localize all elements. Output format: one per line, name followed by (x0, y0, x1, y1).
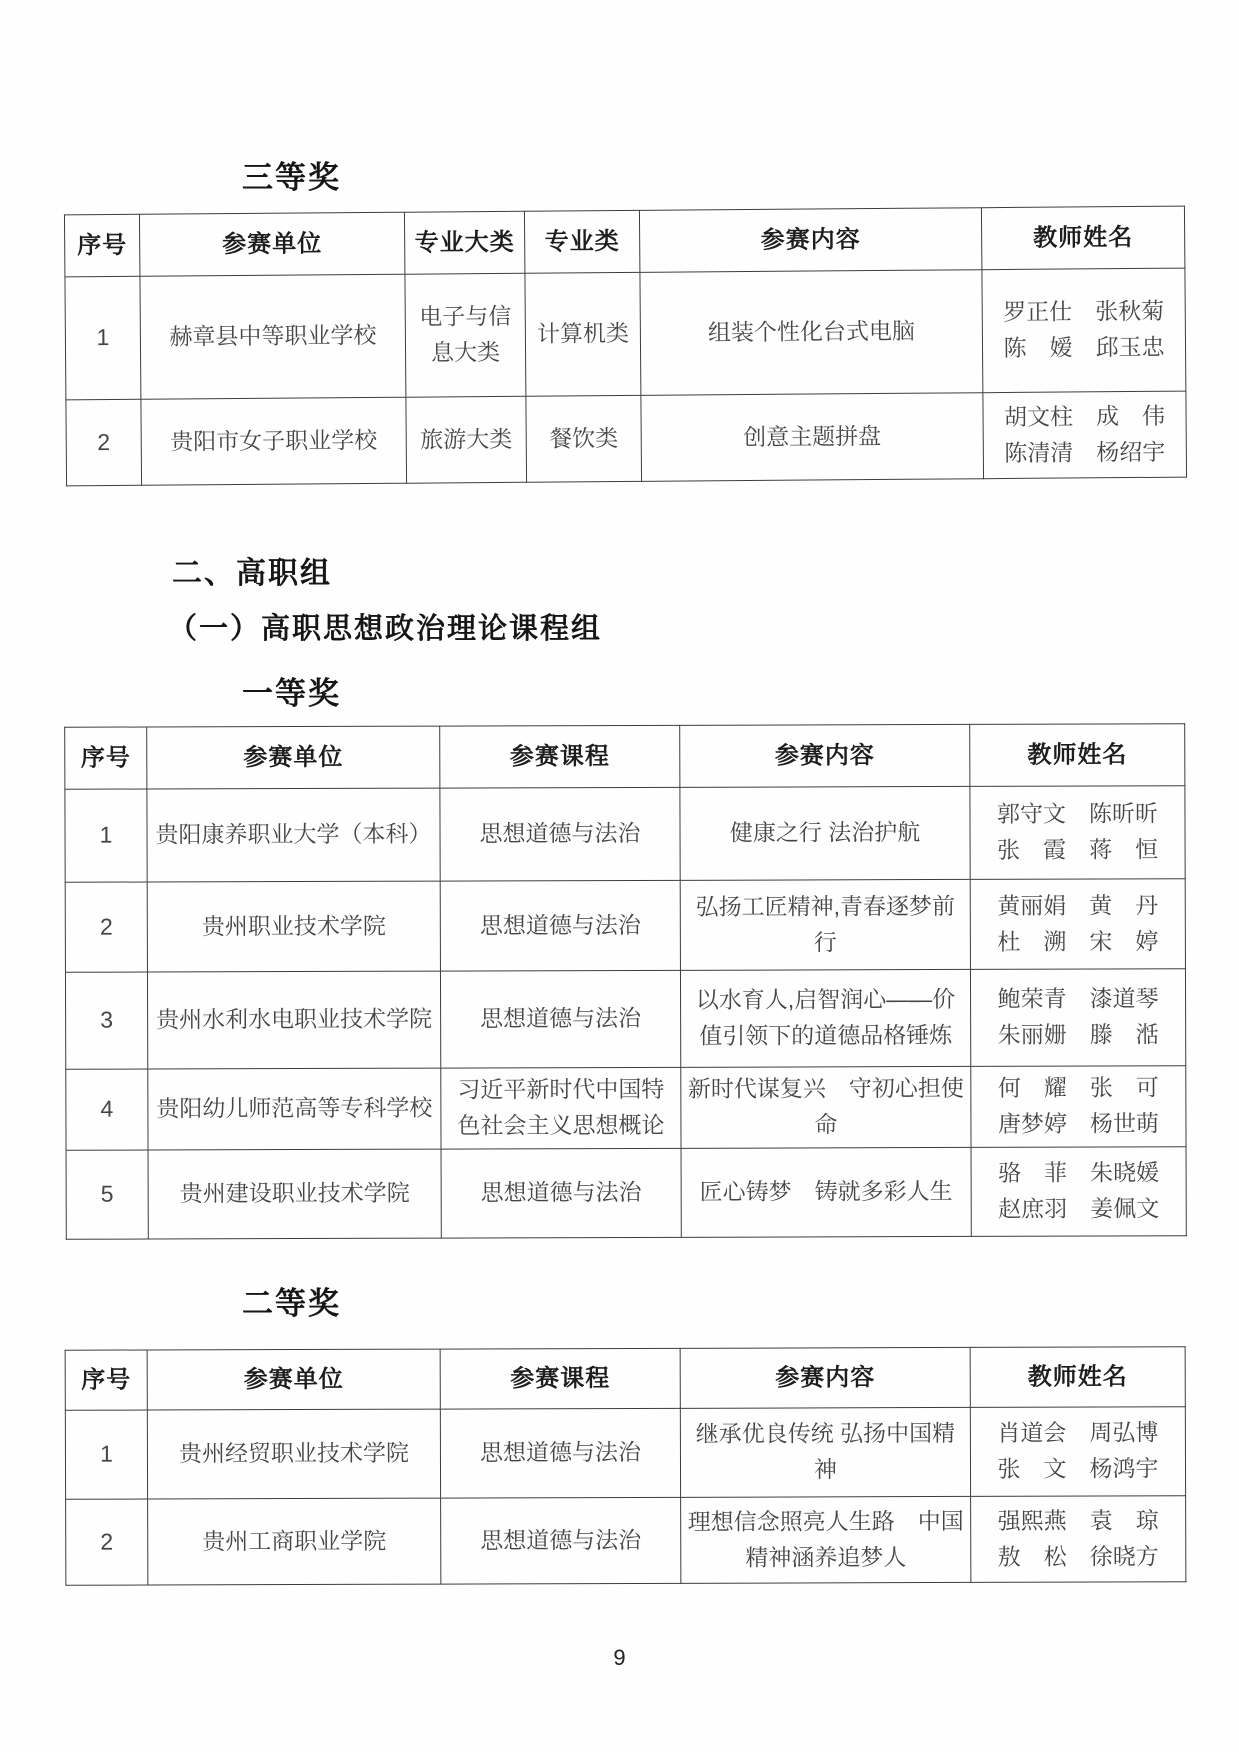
teacher-names-line: 何 耀 张 可 (997, 1074, 1159, 1102)
cell-content: 新时代谋复兴 守初心担使命 (681, 1066, 971, 1148)
cell-major-group: 电子与信息大类 (405, 273, 526, 397)
cell-no: 3 (65, 972, 147, 1069)
table-row (65, 1407, 1185, 1500)
cell-teachers (971, 1147, 1186, 1237)
first-prize-heading: 一等奖 (242, 676, 341, 711)
cell-content: 匠心铸梦 铸就多彩人生 (681, 1147, 971, 1237)
cell-teachers (970, 786, 1185, 880)
table-row (66, 1147, 1186, 1240)
cell-unit: 贵州工商职业学院 (148, 1498, 441, 1585)
table-row (66, 1496, 1186, 1586)
cell-course: 思想道德与法治 (441, 1497, 681, 1584)
teacher-names-line: 陈清清 杨绍宇 (1004, 438, 1166, 466)
table-row (65, 879, 1185, 973)
cell-teachers (970, 1407, 1185, 1497)
col-header-unit: 参赛单位 (139, 212, 404, 276)
col-header-no: 序号 (65, 727, 147, 789)
teacher-names-line: 黄丽娟 黄 丹 (997, 892, 1159, 919)
cell-major-class: 餐饮类 (526, 395, 642, 482)
col-header-content: 参赛内容 (639, 208, 981, 273)
teacher-names-line: 张 文 杨鸿宇 (997, 1455, 1159, 1482)
table-row (65, 786, 1185, 883)
teacher-names-line: 骆 菲 朱晓媛 (998, 1159, 1160, 1187)
col-header-teachers: 教师姓名 (970, 724, 1185, 787)
teacher-names-line: 唐梦婷 杨世萌 (997, 1110, 1159, 1137)
cell-no: 4 (66, 1069, 148, 1150)
cell-unit: 贵州水利水电职业技术学院 (147, 971, 440, 1069)
second-prize-table (65, 1346, 1187, 1586)
col-header-no: 序号 (65, 1350, 147, 1410)
cell-major-group: 旅游大类 (406, 396, 527, 483)
table-row (66, 391, 1187, 486)
third-prize-table (64, 206, 1187, 487)
table-row (65, 969, 1185, 1070)
col-header-major-group: 专业大类 (404, 211, 524, 274)
col-header-teachers: 教师姓名 (981, 206, 1184, 270)
teacher-names-line: 胡文柱 成 伟 (1003, 402, 1166, 430)
cell-teachers (970, 969, 1185, 1067)
teacher-names-line: 张 霞 蒋 恒 (997, 836, 1159, 863)
teacher-names-line: 赵庶羽 姜佩文 (998, 1195, 1160, 1222)
col-header-unit: 参赛单位 (147, 1349, 440, 1410)
cell-no: 2 (66, 399, 142, 486)
cell-major-class: 计算机类 (525, 272, 641, 396)
cell-unit: 贵阳幼儿师范高等专科学校 (148, 1068, 441, 1150)
cell-course: 思想道德与法治 (440, 787, 680, 881)
cell-content: 理想信念照亮人生路 中国精神涵养追梦人 (681, 1496, 971, 1583)
cell-unit: 贵州建设职业技术学院 (148, 1149, 441, 1239)
cell-content: 继承优良传统 弘扬中国精神 (680, 1407, 970, 1497)
col-header-content: 参赛内容 (680, 724, 970, 787)
second-prize-heading: 二等奖 (242, 1286, 341, 1321)
cell-no: 1 (65, 789, 147, 882)
third-prize-heading: 三等奖 (242, 160, 341, 195)
section-heading-higher-vocational-group: 二、高职组 (172, 557, 332, 590)
col-header-major-class: 专业类 (524, 210, 639, 273)
teacher-names-line: 强熙燕 袁 琼 (997, 1507, 1159, 1534)
cell-content: 健康之行 法治护航 (680, 786, 970, 880)
teacher-names-line: 陈 嫒 邱玉忠 (1003, 333, 1165, 362)
table-header-row (65, 1347, 1185, 1411)
cell-teachers (971, 1066, 1186, 1148)
col-header-no: 序号 (64, 214, 139, 277)
col-header-unit: 参赛单位 (147, 726, 440, 789)
table-header-row (64, 206, 1184, 277)
cell-unit: 贵州经贸职业技术学院 (147, 1409, 440, 1499)
cell-no: 5 (66, 1150, 148, 1239)
cell-teachers (971, 1496, 1186, 1583)
table-header-row (65, 724, 1185, 790)
table-row (66, 1066, 1186, 1151)
col-header-teachers: 教师姓名 (970, 1347, 1185, 1408)
subsection-heading-ideological-political-course-group: （一）高职思想政治理论课程组 (168, 613, 603, 645)
teacher-names-line: 杜 溯 宋 婷 (997, 927, 1159, 955)
cell-no: 2 (66, 1499, 148, 1585)
cell-no: 1 (65, 1410, 147, 1499)
table-row (65, 268, 1186, 400)
col-header-content: 参赛内容 (680, 1347, 970, 1408)
col-header-course: 参赛课程 (440, 725, 680, 788)
cell-course: 习近平新时代中国特色社会主义思想概论 (441, 1067, 681, 1149)
cell-content: 创意主题拼盘 (641, 393, 984, 482)
cell-teachers (983, 391, 1187, 479)
cell-teachers (982, 268, 1186, 393)
teacher-names-line: 鲍荣青 漆道琴 (997, 985, 1159, 1013)
teacher-names-line: 郭守文 陈昕昕 (996, 800, 1159, 828)
cell-course: 思想道德与法治 (440, 1408, 680, 1498)
teacher-names-line: 罗正仕 张秋菊 (1003, 298, 1165, 326)
cell-content: 以水育人,启智润心——价值引领下的道德品格锤炼 (680, 969, 970, 1067)
cell-unit: 贵州职业技术学院 (147, 881, 440, 972)
cell-course: 思想道德与法治 (441, 1148, 681, 1238)
cell-unit: 贵阳市女子职业学校 (141, 397, 407, 485)
cell-no: 1 (65, 276, 141, 400)
cell-no: 2 (65, 882, 147, 972)
page-number: 9 (613, 1645, 626, 1670)
cell-content: 组装个性化台式电脑 (640, 270, 983, 396)
teacher-names-line: 敖 松 徐晓方 (997, 1542, 1159, 1570)
teacher-names-line: 肖道会 周弘博 (997, 1419, 1159, 1447)
cell-course: 思想道德与法治 (440, 970, 680, 1068)
cell-teachers (970, 879, 1185, 970)
cell-unit: 赫章县中等职业学校 (140, 274, 406, 399)
teacher-names-line: 朱丽姗 滕 湉 (997, 1021, 1159, 1048)
cell-content: 弘扬工匠精神,青春逐梦前行 (680, 879, 970, 970)
first-prize-table (64, 723, 1187, 1240)
cell-unit: 贵阳康养职业大学（本科） (147, 788, 440, 882)
cell-course: 思想道德与法治 (440, 880, 680, 971)
col-header-course: 参赛课程 (440, 1348, 680, 1409)
